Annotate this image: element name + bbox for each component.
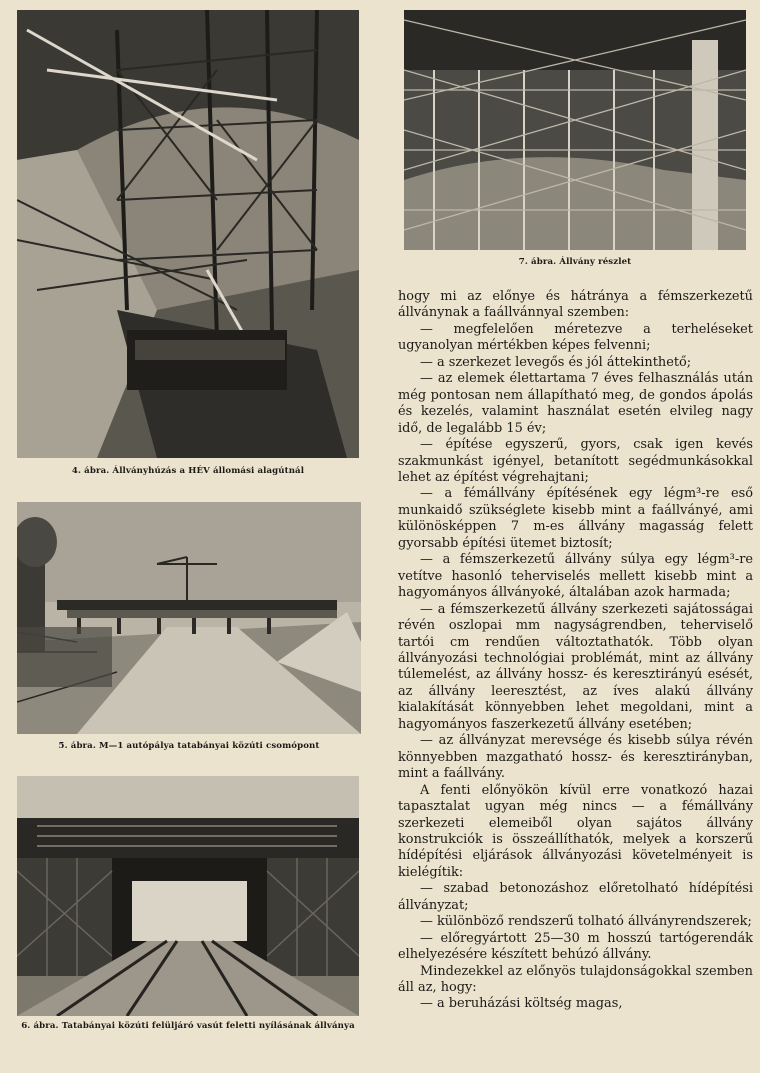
body-paragraph: Mindezekkel az előnyös tulajdonságokkal szemben áll az, hogy: [398,963,753,996]
body-paragraph: hogy mi az előnye és hátránya a fémszerkezetű állványnak a faállvánnyal szemben: [398,289,753,321]
body-paragraph: — építése egyszerű, gyors, csak igen kevés szakmunkást igényel, betanított segédmunkásokkal lehet az építést végrehajtani; [398,437,753,485]
body-paragraph: — előregyártott 25—30 m hosszú tartógerendák elhelyezésére készített behúzó állvány. [398,930,753,963]
figure-7-caption: 7. ábra. Állvány részlet [518,257,632,267]
body-paragraph: — a fémszerkezetű állvány szerkezeti sajátosságai révén oszlopai mm nagyságrendben, teherviselő tartói cm rendűen változtathatók. Több olyan állványozási technológiai problémát, mint az állvány túlemelést, az állvány hossz- és keresztirányú esését, az állvány leeresztést, az íves alakú állvány kialakítását könnyebben lehet megoldani, mint a hagyományos faszerkezetű állvány esetében; [398,601,753,732]
body-paragraph: A fenti előnyökön kívül erre vonatkozó hazai tapasztalat ugyan még nincs — a fémállvány szerkezeti elemeiből olyan sajátos állvány konstrukciók is összeállíthatók, melyek a korszerű hídépítési eljárások állványozási követelményeit is kielégítik: [398,782,753,880]
figure-4-photo [17,10,359,458]
body-paragraph: — a fémállvány építésének egy légm³-re eső munkaidő szükséglete kisebb mint a faállványé, ami különösképpen 7 m-es állvány magasság felett gyorsabb építési ütemet biztosít; [398,486,753,551]
figure-5-caption: 5. ábra. M—1 autópálya tatabányai közúti csomópont [58,741,320,751]
figure-5-photo [17,502,361,734]
body-paragraph: — a fémszerkezetű állvány súlya egy légm³-re vetítve hasonló teherviselés mellett kisebb mint a hagyományos állványoké, általában azok harmada; [398,552,753,601]
body-paragraph: — megfelelően méretezve a terheléseket ugyanolyan mértékben képes felvenni; [398,321,753,354]
body-paragraph: — az elemek élettartama 7 éves felhasználás után még pontosan nem állapítható meg, de gondos ápolás és kezelés, valamint használat esetén elvileg nagy idő, de legalább 15 év; [398,371,753,436]
figure-4-caption: 4. ábra. Állványhúzás a HÉV állomási alagútnál [71,466,305,476]
body-paragraph: — szabad betonozáshoz előretolható hídépítési állványzat; [398,881,753,913]
body-paragraph: — különböző rendszerű tolható állványrendszerek; [420,914,752,930]
figure-7-photo [404,10,746,250]
body-paragraph: — az állványzat merevsége és kisebb súlya révén könnyebben mazgatható hossz- és keresztirányban, mint a faállvány. [398,733,753,782]
figure-6-photo [17,776,359,1016]
body-paragraph: — a beruházási költség magas, [420,996,623,1012]
body-text-column [398,289,753,1013]
figure-6-caption: 6. ábra. Tatabányai közúti felüljáró vasút feletti nyílásának állványa [21,1021,355,1031]
body-paragraph: — a szerkezet levegős és jól áttekinthető; [420,354,692,370]
